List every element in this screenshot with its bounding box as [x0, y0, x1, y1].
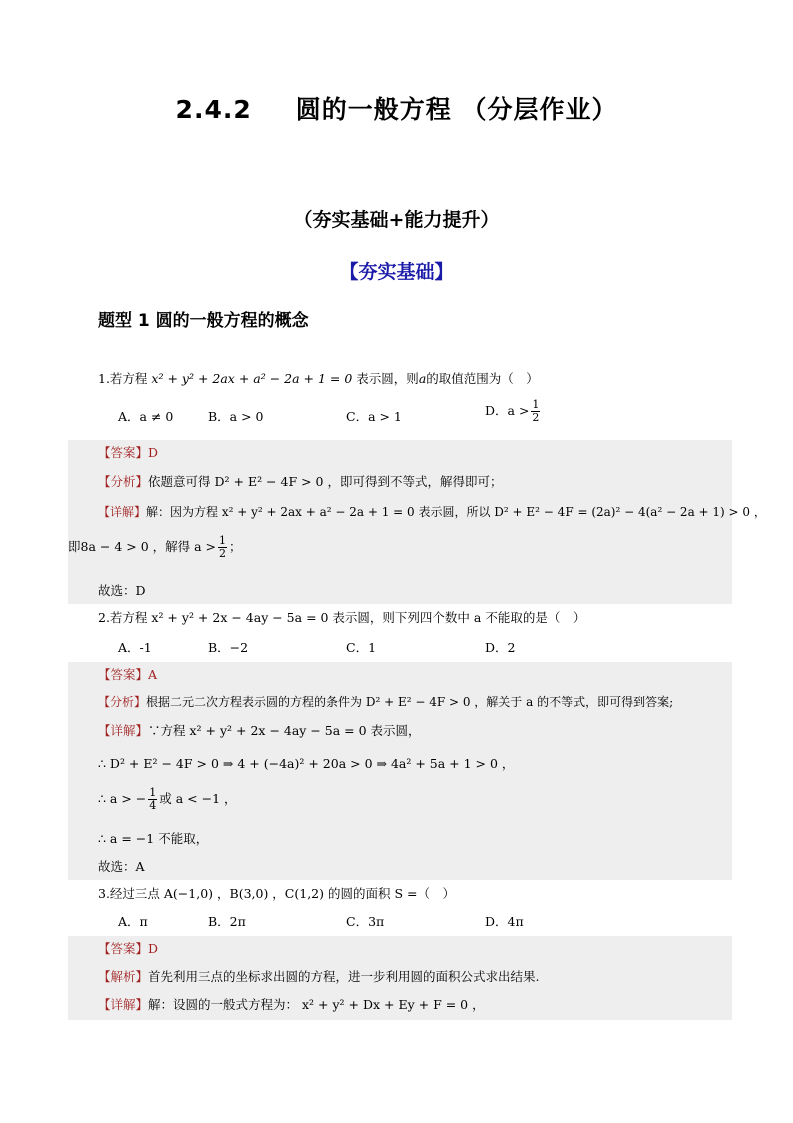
- q3-detail-tag: 【详解】: [98, 997, 149, 1012]
- q3-option-a: A．π: [118, 914, 148, 929]
- q2-answer-value: A: [148, 667, 158, 682]
- q1-stem-prefix: 1.若方程: [98, 371, 148, 386]
- q1-option-d-prefix: D．a >: [485, 403, 530, 418]
- q1-detail-line1: [98, 503, 766, 520]
- q1-option-d-num: 1: [532, 398, 540, 411]
- q2-analysis: [98, 693, 673, 710]
- q3-option-c: C．3π: [346, 914, 385, 929]
- q1-detail-tag: 【详解】: [98, 505, 147, 519]
- q2-detail3-suffix: 或 a < −1 ，: [159, 791, 237, 806]
- q2-analysis-text: 根据二元二次方程表示圆的方程的条件为 D² + E² − 4F > 0 ，解关于 a 的不等式，即可得到答案;: [146, 695, 674, 709]
- q2-detail-tag: 【详解】: [98, 723, 149, 738]
- section-heading: 【夯实基础】: [339, 261, 454, 283]
- q1-option-d: [485, 399, 542, 424]
- q1-var: a: [418, 371, 427, 386]
- q3-answer-value: D: [148, 941, 159, 956]
- q1-option-d-den: 2: [532, 411, 540, 424]
- q1-detail2-den: 2: [219, 547, 226, 560]
- q1-equation: x² + y² + 2ax + a² − 2a + 1 = 0: [151, 371, 353, 386]
- q2-detail-line1: [98, 721, 421, 739]
- page-title: [0, 90, 793, 126]
- q3-answer-tag: 【答案】: [98, 941, 149, 956]
- q1-solution-box: [68, 440, 732, 604]
- q1-stem-mid: 表示圆，则: [356, 371, 419, 386]
- q2-analysis-tag: 【分析】: [98, 695, 147, 709]
- q1-answer-value: D: [148, 445, 159, 460]
- q2-option-c: C．1: [346, 640, 377, 655]
- q1-detail-line2: [68, 535, 242, 560]
- q3-analysis-text: 首先利用三点的坐标求出圆的方程，进一步利用圆的面积公式求出结果.: [148, 969, 540, 984]
- q1-choice: 故选：D: [98, 583, 146, 598]
- q3-answer: [98, 939, 158, 957]
- q1-stem: [98, 369, 539, 387]
- q1-detail2-num: 1: [219, 534, 226, 547]
- q1-option-a: A．a ≠ 0: [118, 409, 174, 424]
- q1-option-c: C．a > 1: [346, 409, 402, 424]
- q2-choice: 故选：A: [98, 859, 145, 874]
- q3-option-b: B．2π: [208, 914, 246, 929]
- q3-detail-line1: [98, 995, 485, 1013]
- q1-detail2-fraction: [218, 535, 227, 560]
- q2-option-d: D．2: [485, 640, 516, 655]
- title-text: 圆的一般方程 （分层作业）: [295, 95, 618, 124]
- q2-answer: [98, 665, 157, 683]
- q2-stem: 2.若方程 x² + y² + 2x − 4ay − 5a = 0 表示圆，则下列四个数中 a 不能取的是（ ）: [98, 610, 586, 625]
- q2-answer-tag: 【答案】: [98, 667, 149, 682]
- section-number: 2.4.2: [175, 95, 252, 124]
- q3-analysis: [98, 967, 540, 985]
- q1-detail1-text: 解：因为方程 x² + y² + 2ax + a² − 2a + 1 = 0 表示圆，所以 D² + E² − 4F = (2a)² − 4(a² − 2a + 1) > 0 ，: [146, 505, 766, 519]
- q1-answer: [98, 443, 158, 461]
- q2-detail3-fraction: [148, 787, 157, 812]
- q2-option-a: A．-1: [118, 640, 152, 655]
- q2-option-b: B．−2: [208, 640, 249, 655]
- q1-analysis-tag: 【分析】: [98, 474, 149, 489]
- q1-analysis: [98, 472, 502, 490]
- q3-option-d: D．4π: [485, 914, 524, 929]
- q1-analysis-text: 依题意可得 D² + E² − 4F > 0 ，即可得到不等式，解得即可；: [148, 474, 503, 489]
- q3-stem: 3.经过三点 A(−1,0) ，B(3,0) ，C(1,2) 的圆的面积 S =（ ）: [98, 886, 455, 901]
- page-subtitle: （夯实基础+能力提升）: [293, 209, 500, 231]
- question-type-heading: 题型 1 圆的一般方程的概念: [98, 311, 309, 331]
- q1-detail2-prefix: 即8a − 4 > 0 ，解得 a >: [68, 539, 216, 554]
- q2-detail-line2: ∴ D² + E² − 4F > 0 ⇒ 4 + (−4a)² + 20a > 0 ⇒ 4a² + 5a + 1 > 0 ，: [98, 756, 515, 771]
- q1-stem-suffix: 的取值范围为（ ）: [426, 371, 539, 386]
- q1-option-b: B．a > 0: [208, 409, 264, 424]
- q2-detail-line3: [98, 787, 237, 812]
- q2-detail3-prefix: ∴ a > −: [98, 791, 147, 806]
- q1-option-d-fraction: [531, 399, 540, 424]
- q2-detail1-text: ∵方程 x² + y² + 2x − 4ay − 5a = 0 表示圆，: [148, 723, 421, 738]
- q3-analysis-tag: 【解析】: [98, 969, 149, 984]
- q1-answer-tag: 【答案】: [98, 445, 149, 460]
- q2-detail3-num: 1: [149, 786, 157, 799]
- q2-detail-line4: ∴ a = −1 不能取，: [98, 831, 209, 846]
- q2-detail3-den: 4: [149, 799, 157, 812]
- q3-detail1-text: 解：设圆的一般式方程为： x² + y² + Dx + Ey + F = 0 ，: [148, 997, 485, 1012]
- q1-detail2-suffix: ；: [229, 539, 242, 554]
